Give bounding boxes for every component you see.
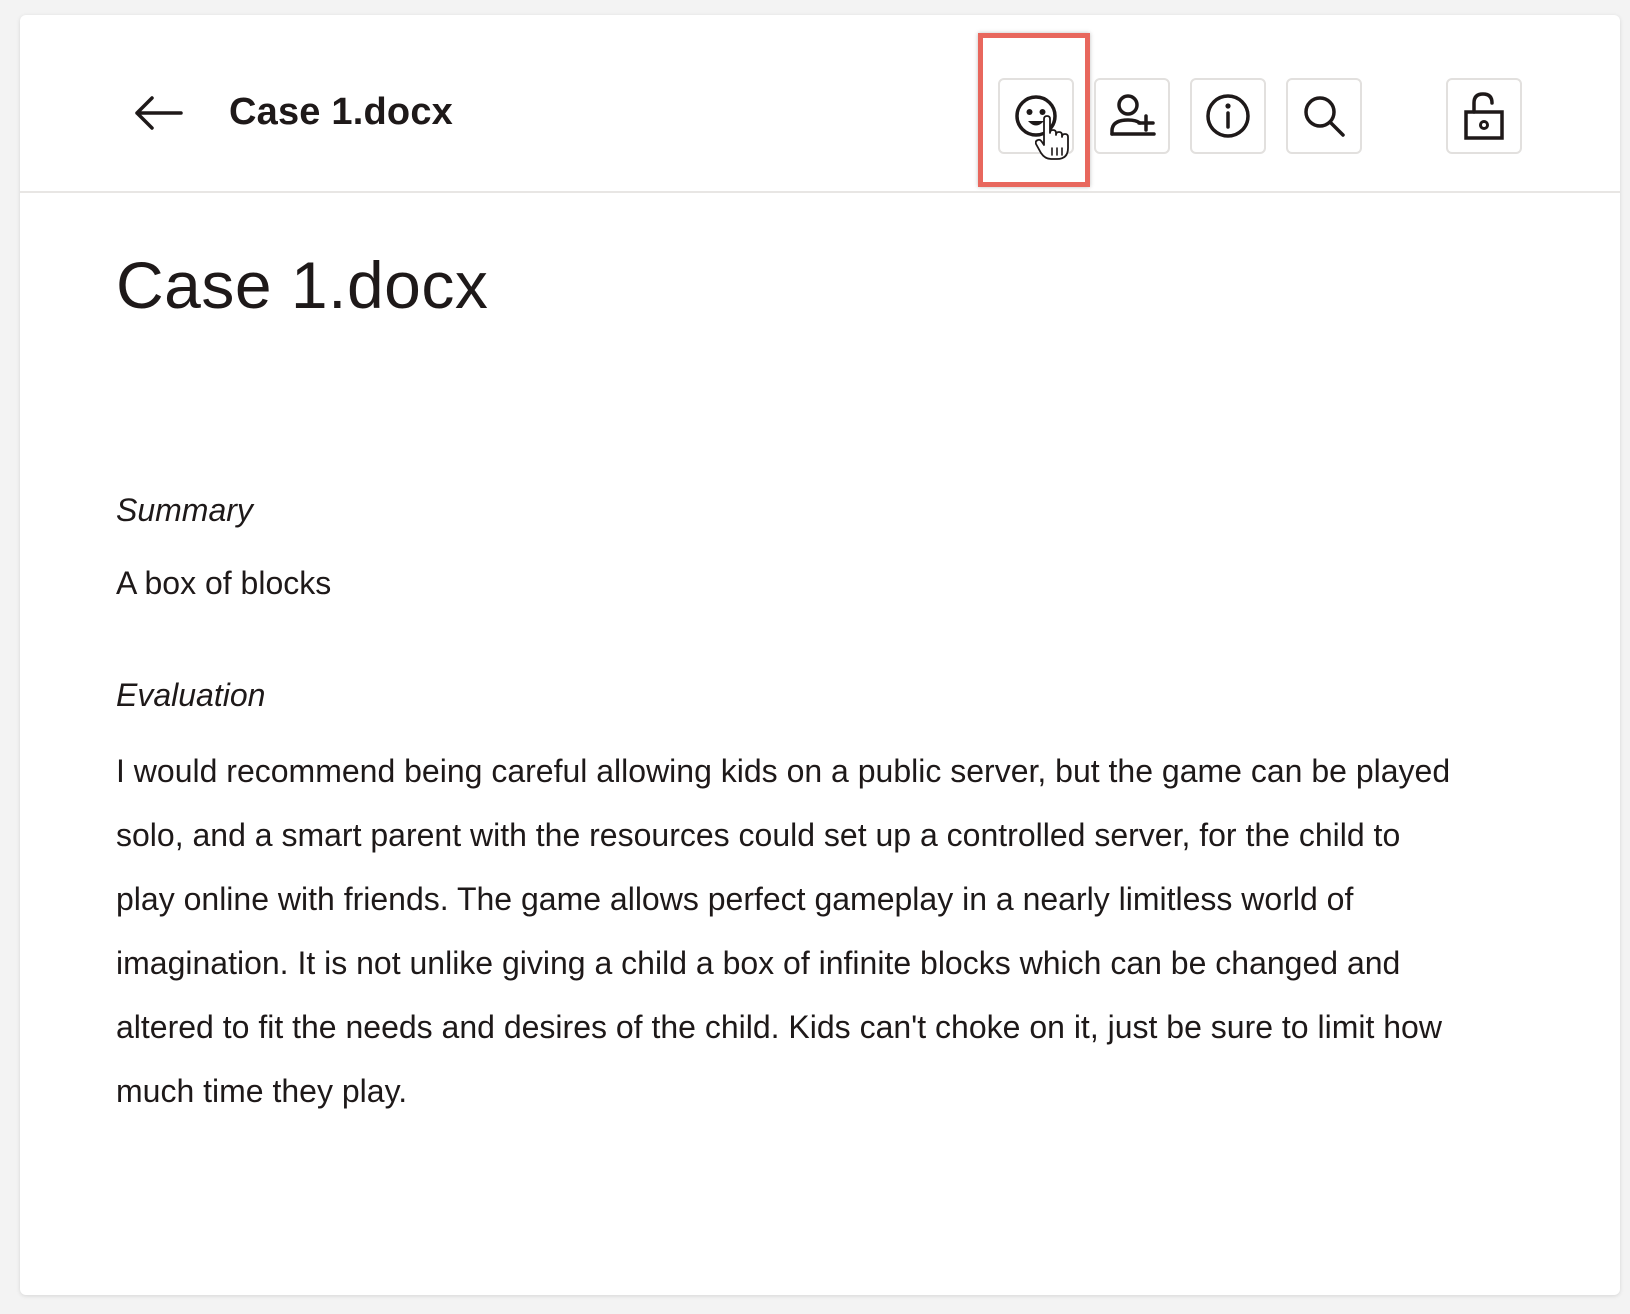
document-header xyxy=(20,15,1620,193)
smiley-icon xyxy=(1012,92,1060,140)
back-button[interactable] xyxy=(128,83,188,143)
summary-heading: Summary xyxy=(116,492,253,528)
header-title: Case 1.docx xyxy=(229,91,453,133)
evaluation-heading: Evaluation xyxy=(116,677,266,713)
document-title: Case 1.docx xyxy=(116,248,489,322)
share-button[interactable] xyxy=(1094,78,1170,154)
info-icon xyxy=(1204,92,1252,140)
lock-button[interactable] xyxy=(1446,78,1522,154)
info-button[interactable] xyxy=(1190,78,1266,154)
add-person-icon xyxy=(1106,90,1158,142)
arrow-left-icon xyxy=(133,95,183,131)
search-button[interactable] xyxy=(1286,78,1362,154)
search-icon xyxy=(1301,93,1347,139)
summary-text: A box of blocks xyxy=(116,565,332,601)
emoji-reaction-button[interactable] xyxy=(998,78,1074,154)
unlock-icon xyxy=(1461,90,1507,142)
document-panel xyxy=(20,15,1620,1295)
document-body xyxy=(116,245,1536,1109)
evaluation-text: I would recommend being careful allowing kids on a public server, but the game can be played solo, and a smart parent with the resources could set up a controlled server, for the child to play online with friends. The game allows perfect gameplay in a nearly limitless world of imagination. It is not unlike giving a child a box of infinite blocks which can be changed and altered to fit the needs and desires of the child. Kids can't choke on it, just be sure to limit how much time they play. xyxy=(116,753,1451,1109)
